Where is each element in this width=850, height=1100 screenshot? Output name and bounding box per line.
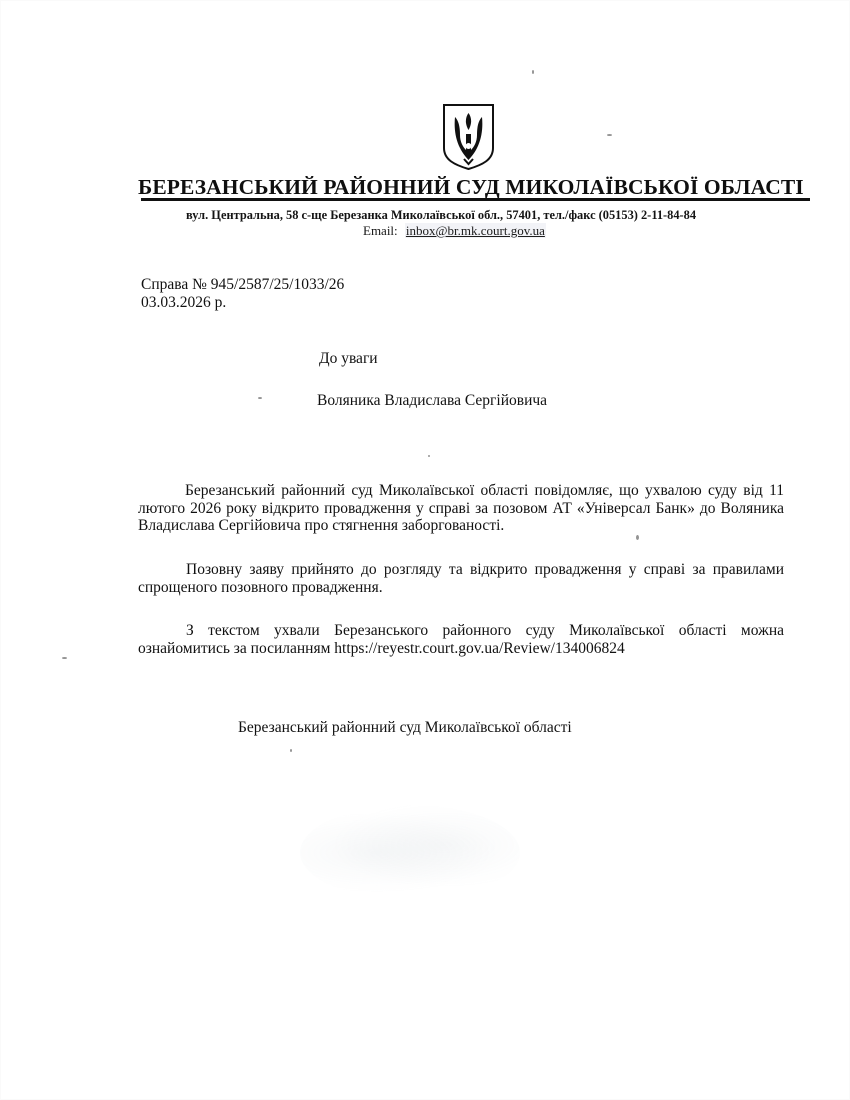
attention-label: До уваги [319,350,378,367]
court-signature: Березанський районний суд Миколаївської області [238,719,572,736]
email-line [363,223,546,239]
case-number: Справа № 945/2587/25/1033/26 [141,276,345,293]
scan-speck [636,535,639,540]
scan-speck [607,134,612,136]
title-divider [141,198,810,201]
email-label: Email: [363,223,398,238]
ukrainian-trident-emblem-icon [442,103,495,171]
link-paragraph: З текстом ухвали Березанського районного суду Миколаївської області можна ознайомитись за посиланням https://reyestr.court.gov.ua/Review/134006824 [138,622,784,657]
scan-speck [258,397,262,399]
recipient-name: Воляника Владислава Сергійовича [317,392,548,409]
faint-scan-mark [300,805,520,900]
email-link[interactable]: inbox@br.mk.court.gov.ua [405,223,545,238]
court-title: БЕРЕЗАНСЬКИЙ РАЙОННИЙ СУД МИКОЛАЇВСЬКОЇ ОБЛАСТІ [138,175,804,199]
scan-speck [62,657,67,659]
scan-speck [532,70,534,74]
case-date: 03.03.2026 р. [141,294,227,311]
court-address: вул. Центральна, 58 с-ще Березанка Миколаївської обл., 57401, тел./факс (05153) 2-11-84-84 [186,208,697,222]
acceptance-paragraph: Позовну заяву прийнято до розгляду та відкрито провадження у справі за правилами спрощеного позовного провадження. [138,561,784,596]
notice-paragraph: Березанський районний суд Миколаївської області повідомляє, що ухвалою суду від 11 лютого 2026 року відкрито провадження у справі за позовом АТ «Універсал Банк» до Воляника Владислава Сергійовича про стягнення заборгованості. [138,482,784,534]
scan-speck [428,455,430,457]
scan-speck [290,749,292,752]
